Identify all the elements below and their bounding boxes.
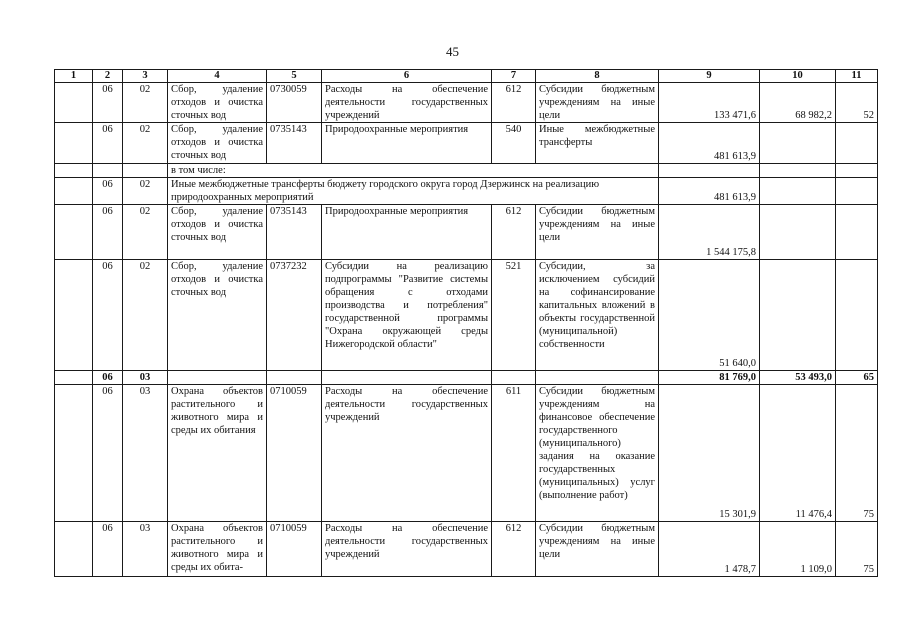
amount-value: 481 613,9 bbox=[659, 123, 760, 164]
subsection-code: 03 bbox=[123, 371, 168, 385]
percent-value bbox=[836, 205, 878, 260]
page-number: 45 bbox=[446, 44, 459, 59]
subsection-code: 03 bbox=[123, 385, 168, 522]
table-cell bbox=[123, 164, 168, 178]
transfer-description: Иные межбюджетные трансферты бюджету городского округа город Дзержинск на реализацию природоохранных мероприятий bbox=[168, 178, 659, 205]
amount-value bbox=[760, 205, 836, 260]
target-article-name: Природоохранные мероприятия bbox=[322, 205, 492, 260]
column-header: 3 bbox=[123, 70, 168, 83]
target-article-code: 0737232 bbox=[267, 260, 322, 371]
column-header: 2 bbox=[93, 70, 123, 83]
table-cell bbox=[760, 178, 836, 205]
percent-value: 52 bbox=[836, 83, 878, 123]
expense-type-name: Субсидии бюджетным учреждениям на иные цели bbox=[536, 83, 659, 123]
section-code: 06 bbox=[93, 123, 123, 164]
table-cell bbox=[93, 164, 123, 178]
subsection-name: Сбор, удаление отходов и очистка сточных вод bbox=[168, 205, 267, 260]
table-row bbox=[55, 164, 878, 178]
amount-value bbox=[760, 260, 836, 371]
column-header: 6 bbox=[322, 70, 492, 83]
table-cell bbox=[322, 371, 492, 385]
percent-value: 75 bbox=[836, 385, 878, 522]
section-code: 06 bbox=[93, 205, 123, 260]
target-article-name: Субсидии на реализацию подпрограммы "Развитие системы обращения с отходами производства и потребления" государственной программы "Охрана окружающей среды Нижегородской области" bbox=[322, 260, 492, 371]
target-article-code: 0735143 bbox=[267, 205, 322, 260]
table-cell bbox=[492, 371, 536, 385]
target-article-name: Расходы на обеспечение деятельности государственных учреждений bbox=[322, 522, 492, 577]
table-cell bbox=[836, 164, 878, 178]
expense-type-code: 611 bbox=[492, 385, 536, 522]
subsection-code: 02 bbox=[123, 123, 168, 164]
section-code: 06 bbox=[93, 522, 123, 577]
expense-type-code: 521 bbox=[492, 260, 536, 371]
section-code: 06 bbox=[93, 385, 123, 522]
column-header: 7 bbox=[492, 70, 536, 83]
amount-value: 11 476,4 bbox=[760, 385, 836, 522]
amount-value: 1 544 175,8 bbox=[659, 205, 760, 260]
expense-type-name: Субсидии бюджетным учреждениям на иные цели bbox=[536, 522, 659, 577]
target-article-code: 0710059 bbox=[267, 522, 322, 577]
column-header: 8 bbox=[536, 70, 659, 83]
expense-type-name: Иные межбюджетные трансферты bbox=[536, 123, 659, 164]
table-cell bbox=[168, 371, 267, 385]
target-article-name: Расходы на обеспечение деятельности государственных учреждений bbox=[322, 385, 492, 522]
table-cell bbox=[55, 178, 93, 205]
subsection-name: Сбор, удаление отходов и очистка сточных вод bbox=[168, 83, 267, 123]
amount-value: 81 769,0 bbox=[659, 371, 760, 385]
target-article-code: 0710059 bbox=[267, 385, 322, 522]
amount-value bbox=[760, 123, 836, 164]
expense-type-name: Субсидии бюджетным учреждениям на иные цели bbox=[536, 205, 659, 260]
subsection-code: 03 bbox=[123, 522, 168, 577]
amount-value: 133 471,6 bbox=[659, 83, 760, 123]
table-header-row bbox=[55, 70, 878, 83]
percent-value: 75 bbox=[836, 522, 878, 577]
percent-value: 65 bbox=[836, 371, 878, 385]
table-row bbox=[55, 205, 878, 260]
table-row bbox=[55, 123, 878, 164]
table-cell bbox=[55, 164, 93, 178]
column-header: 11 bbox=[836, 70, 878, 83]
subtotal-row bbox=[55, 371, 878, 385]
table-cell bbox=[55, 260, 93, 371]
table-row bbox=[55, 83, 878, 123]
table-cell bbox=[760, 164, 836, 178]
including-label: в том числе: bbox=[168, 164, 659, 178]
target-article-name: Природоохранные мероприятия bbox=[322, 123, 492, 164]
expense-type-name: Субсидии бюджетным учреждениям на финансовое обеспечение государственного (муниципального) задания на оказание государственных (муниципальных) услуг (выполнение работ) bbox=[536, 385, 659, 522]
expense-type-code: 540 bbox=[492, 123, 536, 164]
table-cell bbox=[55, 522, 93, 577]
percent-value bbox=[836, 123, 878, 164]
budget-table bbox=[54, 69, 878, 577]
table-row bbox=[55, 178, 878, 205]
percent-value bbox=[836, 260, 878, 371]
table-cell bbox=[55, 205, 93, 260]
subsection-code: 02 bbox=[123, 83, 168, 123]
amount-value: 481 613,9 bbox=[659, 178, 760, 205]
section-code: 06 bbox=[93, 371, 123, 385]
subsection-name: Охрана объектов растительного и животного мира и среды их обита- bbox=[168, 522, 267, 577]
subsection-name: Сбор, удаление отходов и очистка сточных вод bbox=[168, 123, 267, 164]
subsection-name: Охрана объектов растительного и животного мира и среды их обитания bbox=[168, 385, 267, 522]
table-row bbox=[55, 385, 878, 522]
table-cell bbox=[267, 371, 322, 385]
expense-type-code: 612 bbox=[492, 83, 536, 123]
section-code: 06 bbox=[93, 83, 123, 123]
column-header: 10 bbox=[760, 70, 836, 83]
section-code: 06 bbox=[93, 260, 123, 371]
target-article-code: 0735143 bbox=[267, 123, 322, 164]
target-article-name: Расходы на обеспечение деятельности государственных учреждений bbox=[322, 83, 492, 123]
amount-value: 53 493,0 bbox=[760, 371, 836, 385]
expense-type-code: 612 bbox=[492, 522, 536, 577]
table-row bbox=[55, 260, 878, 371]
subsection-code: 02 bbox=[123, 178, 168, 205]
column-header: 1 bbox=[55, 70, 93, 83]
column-header: 5 bbox=[267, 70, 322, 83]
table-cell bbox=[55, 385, 93, 522]
subsection-code: 02 bbox=[123, 205, 168, 260]
table-cell bbox=[55, 83, 93, 123]
expense-type-code: 612 bbox=[492, 205, 536, 260]
subsection-code: 02 bbox=[123, 260, 168, 371]
amount-value: 1 109,0 bbox=[760, 522, 836, 577]
section-code: 06 bbox=[93, 178, 123, 205]
expense-type-name: Субсидии, за исключением субсидий на софинансирование капитальных вложений в объекты государственной (муниципальной) собственности bbox=[536, 260, 659, 371]
amount-value: 68 982,2 bbox=[760, 83, 836, 123]
table-cell bbox=[659, 164, 760, 178]
table-cell bbox=[55, 123, 93, 164]
table-row bbox=[55, 522, 878, 577]
amount-value: 51 640,0 bbox=[659, 260, 760, 371]
column-header: 9 bbox=[659, 70, 760, 83]
table-cell bbox=[536, 371, 659, 385]
table-cell bbox=[836, 178, 878, 205]
subsection-name: Сбор, удаление отходов и очистка сточных вод bbox=[168, 260, 267, 371]
amount-value: 15 301,9 bbox=[659, 385, 760, 522]
amount-value: 1 478,7 bbox=[659, 522, 760, 577]
table-cell bbox=[55, 371, 93, 385]
target-article-code: 0730059 bbox=[267, 83, 322, 123]
column-header: 4 bbox=[168, 70, 267, 83]
